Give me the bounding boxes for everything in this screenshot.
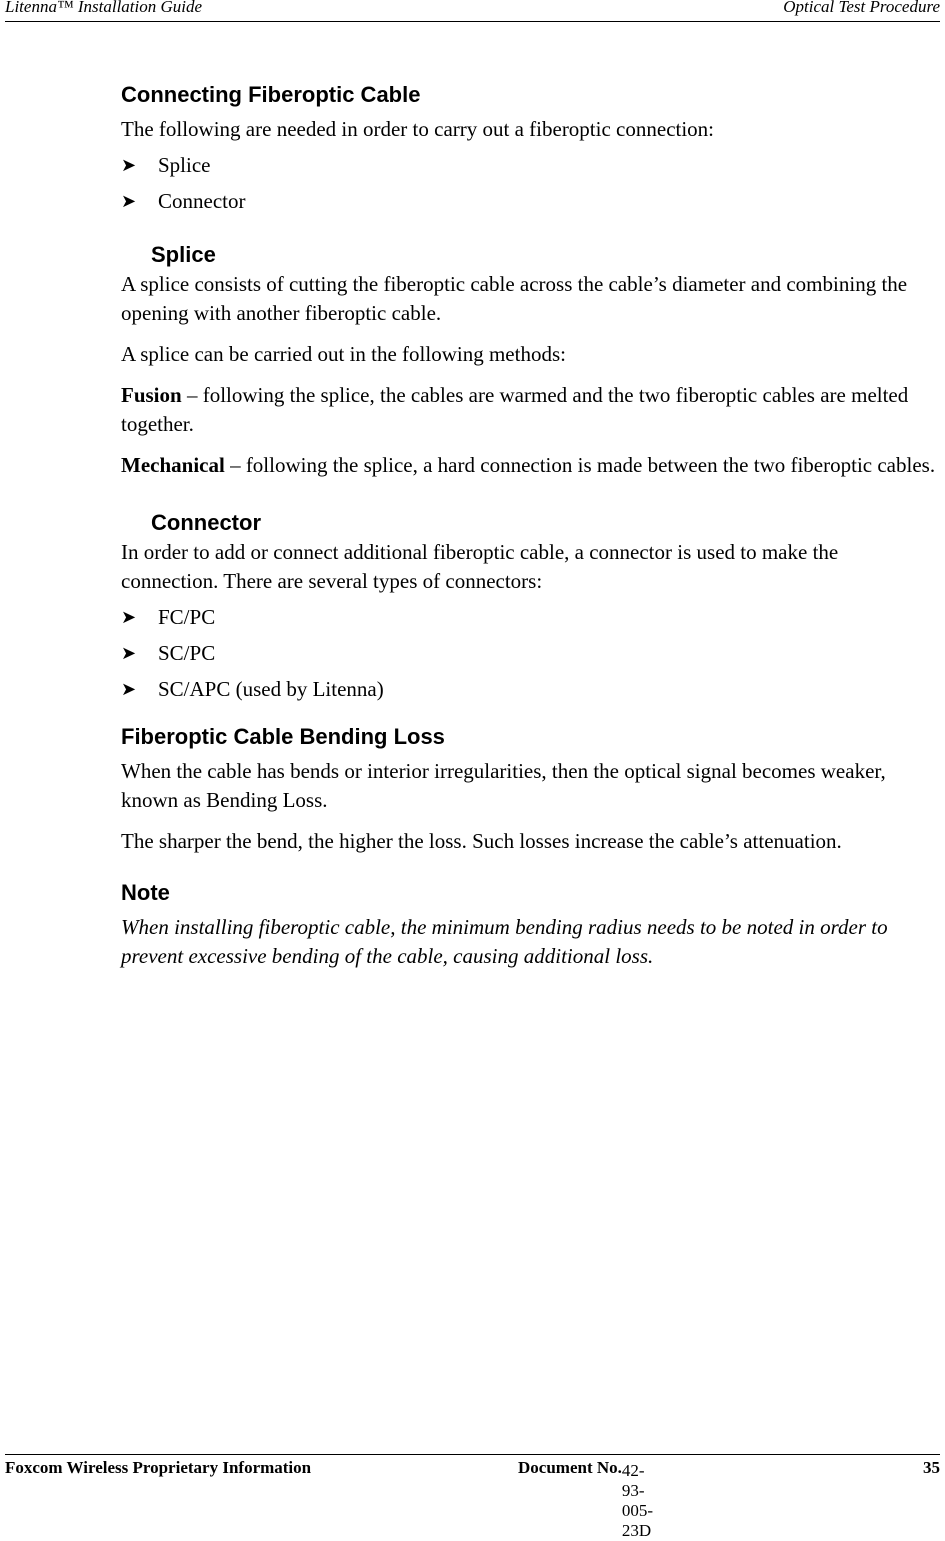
splice-methods-intro: A splice can be carried out in the following methods: [121, 342, 566, 366]
list-item: ➤ Connector [121, 187, 939, 216]
page-number: 35 [923, 1458, 940, 1477]
splice-description: A splice consists of cutting the fiberoptic cable across the cable’s diameter and combining the opening with another fiberoptic cable. [121, 272, 908, 325]
fusion-term: Fusion [121, 383, 182, 407]
bending-paragraph-1: When the cable has bends or interior irregularities, then the optical signal becomes weaker, known as Bending Loss. [121, 759, 886, 812]
subheading-connector: Connector [151, 510, 261, 535]
mechanical-paragraph: Mechanical – following the splice, a hard connection is made between the two fiberoptic cables. [121, 453, 936, 477]
footer-proprietary: Foxcom Wireless Proprietary Information [5, 1458, 312, 1477]
header-title: Litenna™ Installation Guide [5, 0, 203, 16]
note-heading: Note [121, 880, 170, 905]
arrow-bullet-icon: ➤ [121, 679, 137, 699]
page-footer [5, 1454, 940, 1540]
section-intro: The following are needed in order to carry out a fiberoptic connection: [121, 117, 715, 141]
bending-paragraph-2: The sharper the bend, the higher the loss. Such losses increase the cable’s attenuation. [121, 829, 842, 853]
page-header [5, 0, 940, 22]
list-item: ➤ Splice [121, 151, 939, 180]
subheading-splice: Splice [151, 242, 216, 267]
header-section: Optical Test Procedure [783, 0, 940, 16]
fusion-paragraph: Fusion – following the splice, the cables are warmed and the two fiberoptic cables are melted together. [121, 383, 909, 436]
list-item: ➤ SC/APC (used by Litenna) [121, 675, 939, 704]
arrow-bullet-icon: ➤ [121, 607, 137, 627]
note-text: When installing fiberoptic cable, the minimum bending radius needs to be noted in order to prevent excessive bending of the cable, causing additional loss. [121, 915, 888, 968]
page-content [121, 80, 939, 971]
footer-document-number: Document No. 42-93-005-23D [518, 1458, 654, 1540]
list-item: ➤ FC/PC [121, 603, 939, 632]
list-item: ➤ SC/PC [121, 639, 939, 668]
arrow-bullet-icon: ➤ [121, 643, 137, 663]
mechanical-term: Mechanical [121, 453, 225, 477]
arrow-bullet-icon: ➤ [121, 191, 137, 211]
section-heading-bending-loss: Fiberoptic Cable Bending Loss [121, 724, 445, 749]
connector-description: In order to add or connect additional fiberoptic cable, a connector is used to make the connection. There are several types of connectors: [121, 540, 839, 593]
section-heading-connecting: Connecting Fiberoptic Cable [121, 82, 421, 107]
arrow-bullet-icon: ➤ [121, 155, 137, 175]
